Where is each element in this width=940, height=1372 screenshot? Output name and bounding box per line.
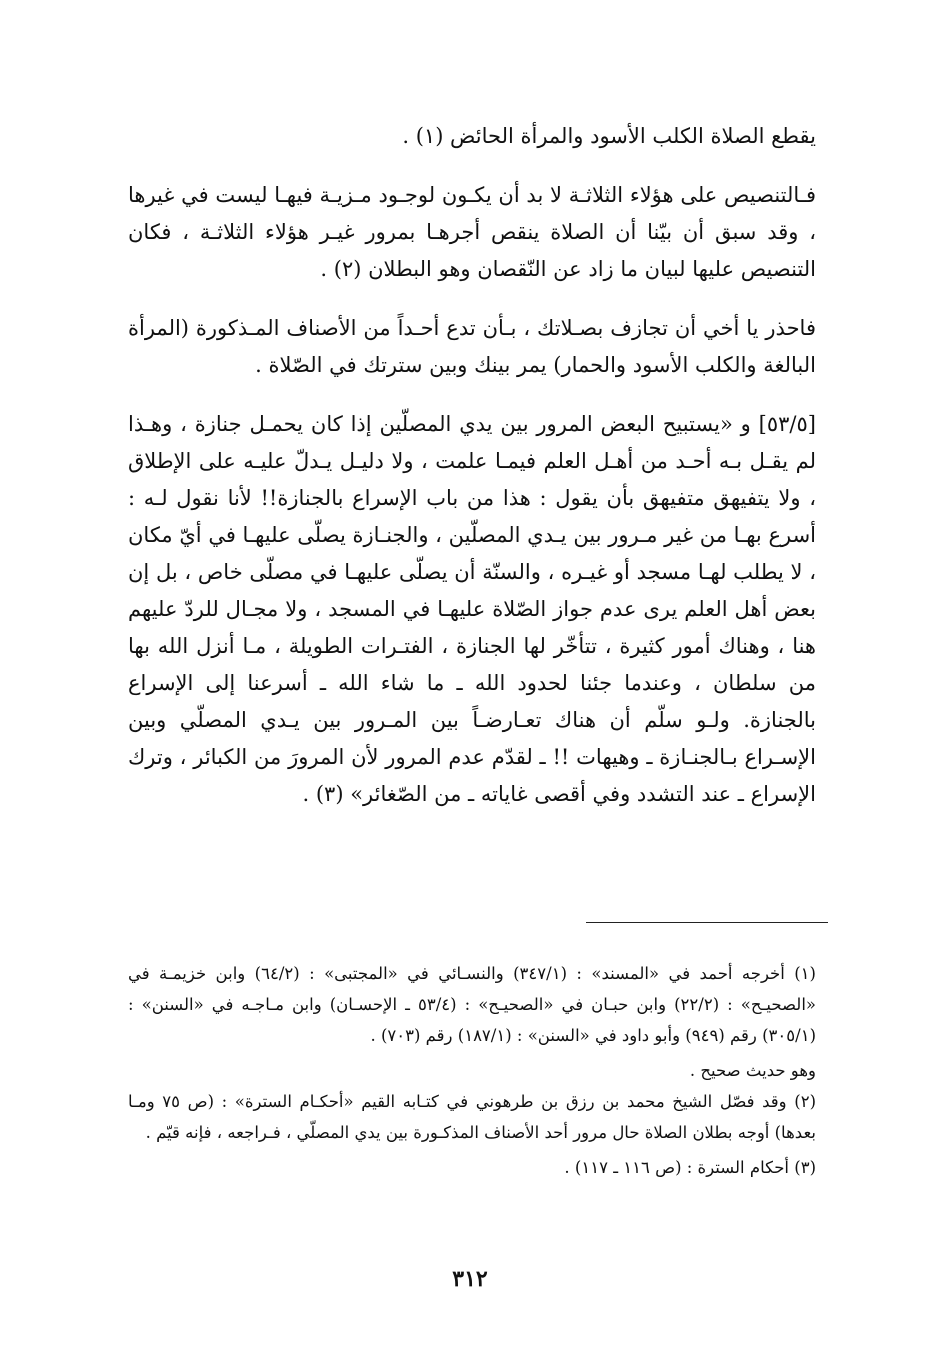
footnote-2: (٢) وقد فصّل الشيخ محمد بن رزق بن طرهوني في كتـابه القيم «أحكـام السترة» : (ص ٧٥ ومـا بعدها) أوجه بطلان الصلاة حال مرور أحد الأصناف المذكـورة بين يدي المصلّي ، فـراجعه ، فإنه قيّم . [128,1092,816,1142]
paragraph-4: [٥٣/٥] و «يستبيح البعض المرور بين يدي المصلّين إذا كان يحمـل جنازة ، وهـذا لم يقـل بـه أحـد من أهـل العلم فيمـا علمت ، ولا دليـل يـدلّ عليـه على الإطلاق ، ولا يتفيهق متفيهق بأن يقول : هذا من باب الإسراع بالجنازة!! لأنا نقول لـه : أسرع بهـا من غير مـرور بين يـدي المصلّين ، والجنـازة يصلّى عليهـا في أيّ مكان ، لا يطلب لهـا مسجد أو غيـره ، والسنّة أن يصلّى عليهـا في مصلّى خاص ، بل إن بعض أهل العلم يرى عدم جواز الصّلاة عليهـا في المسجد ، ولا مجـال للردّ عليهم هنا ، وهناك أمور كثيرة ، تتأخّر لها الجنازة ، الفتـرات الطويلة ، مـا أنزل الله بها من سلطان ، وعندما جئنا لحدود الله ـ ما شاء الله ـ أسرعنا إلى الإسراع بالجنازة. ولـو سلّم أن هناك تعـارضـاً بين المـرور بين يـدي المصلّي وبين الإسـراع بـالجنـازة ـ وهيهات !! ـ لقدّم عدم المرور لأن المرورَ من الكبائر ، وترك الإسراع ـ عند التشدد وفي أقصى غاياته ـ من الصّغائر» (٣) . [128,412,816,806]
page-number: ٣١٢ [452,1266,488,1292]
footnotes [128,958,816,1187]
footnote-1: (١) أخرجه أحمد في «المسند» : (٣٤٧/١) والنسـائي في «المجتبى» : (٦٤/٢) وابن خزيمـة في «الصحيـح» : (٢٢/٢) وابن حبـان في «الصحيـح» : (٥٣/٤ ـ الإحسـان) وابن مـاجـه في «السنن» : (٣٠٥/١) رقم (٩٤٩) وأبو داود في «السنن» : (١٨٧/١) رقم (٧٠٣) . [128,964,817,1045]
main-text [128,118,816,813]
footnote-divider [586,922,828,923]
paragraph-2: فـالتنصيص على هؤلاء الثلاثـة لا بد أن يكـون لوجـود مـزيـة فيهـا ليست في غيرها ، وقد سبق أن بيّنا أن الصلاة ينقص أجرهـا بمرور غيـر هؤلاء الثلاثـة ، فكان التنصيص عليها لبيان ما زاد عن النّقصان وهو البطلان (٢) . [128,183,816,281]
footnote-1-continuation: وهو حديث صحيح . [689,1061,816,1080]
footnote-3: (٣) أحكام السترة : (ص ١١٦ ـ ١١٧) . [564,1158,816,1177]
paragraph-3: فاحذر يا أخي أن تجازف بصـلاتك ، بـأن تدع أحـداً من الأصناف المـذكورة (المرأة البالغة والكلب الأسود والحمار) يمر بينك وبين سترتك في الصّلاة . [128,316,816,377]
paragraph-1: يقطع الصلاة الكلب الأسود والمرأة الحائض (١) . [402,124,816,148]
